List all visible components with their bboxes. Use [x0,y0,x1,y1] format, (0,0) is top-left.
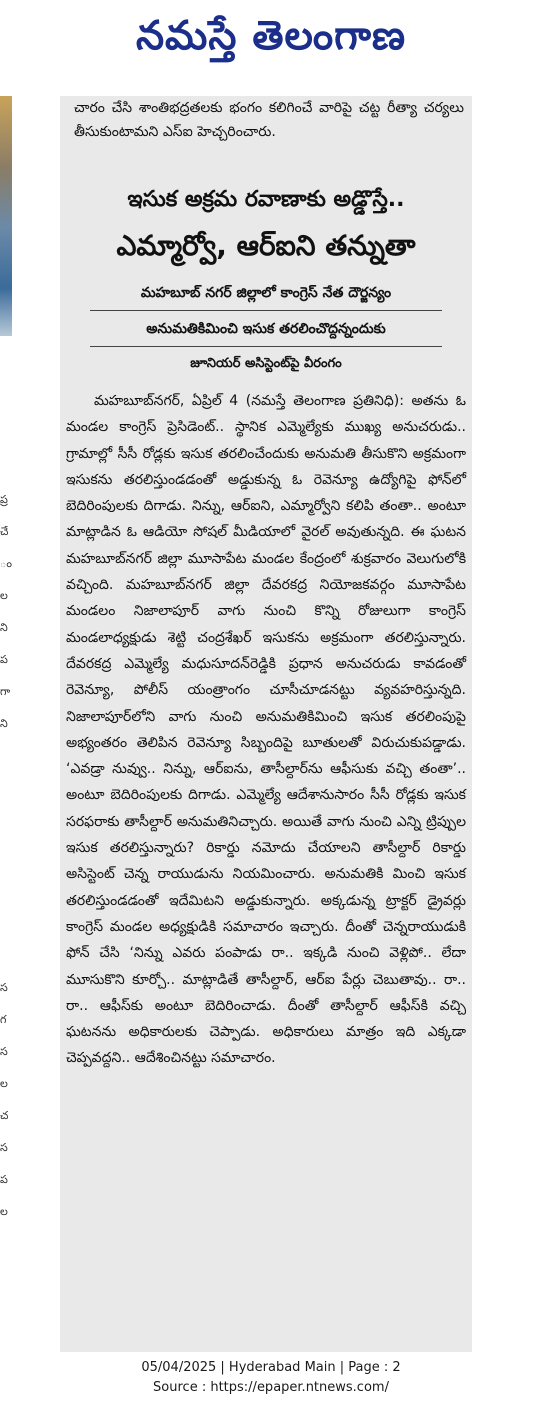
fragment-text: ప [0,653,8,666]
fragment-text: గ [0,1013,7,1026]
subheadline-1: అనుమతికిమించి ఇసుక తరలించొద్దన్నందుకు [146,321,386,337]
adjacent-photo [0,96,12,336]
fragment-text: ప్ర [0,493,8,506]
headline-line-2: ఎమ్మార్వో, ఆర్ఐని తన్నుతా [116,229,416,262]
fragment-text: స [0,1045,8,1058]
fragment-text: చే [0,525,9,538]
fragment-text: ని [0,621,8,634]
fragment-text: ం [0,557,12,570]
subheadline-2: జూనియర్ అసిస్టెంట్‌పై వీరంగం [190,356,342,371]
fragment-text: ల [0,589,8,602]
page-footer [0,1358,542,1398]
previous-story-ending [74,96,464,144]
news-article [60,96,472,1352]
newspaper-title: నమస్తే తెలంగాణ [135,13,407,59]
fragment-text: ల [0,1205,8,1218]
fragment-text: గా [0,685,11,698]
previous-story-text: చారం చేసి శాంతిభద్రతలకు భంగం కలిగించే వారిపై చట్ట రీత్యా చర్యలు తీసుకుంటామని ఎస్ఐ హెచ్చరించారు. [74,100,464,140]
masthead [0,0,542,74]
article-body [66,388,466,1072]
divider [90,310,442,311]
source-url: Source : https://epaper.ntnews.com/ [153,1380,389,1395]
edition-info: 05/04/2025 | Hyderabad Main | Page : 2 [141,1360,401,1375]
adjacent-column-fragment [0,96,12,1356]
divider [90,346,442,347]
fragment-text: ని [0,717,8,730]
headline-line-1: ఇసుక అక్రమ రవాణాకు అడ్డొస్తే.. [127,187,405,212]
fragment-text: చ [0,1109,9,1122]
body-paragraph: మహబూబ్‌నగర్, ఏప్రిల్ 4 (నమస్తే తెలంగాణ ప్రతినిధి): అతను ఓ మండల కాంగ్రెస్ ప్రెసిడెంట్.. స్థానిక ఎమ్మెల్యేకు ముఖ్య అనుచరుడు.. గ్రామాల్లో సీసీ రోడ్లకు ఇసుక తరలించేందుకు అనుమతి తీసుకొని అక్రమంగా ఇసుకను తరలిస్తుండడంతో అడ్డుకున్న ఓ రెవెన్యూ ఉద్యోగిపై ఫోన్‌లో బెదిరింపులకు దిగాడు. నిన్ను, ఆర్ఐని, ఎమ్మార్వోని కలిపి తంతా.. అంటూ మాట్లాడిన ఓ ఆడియో సోషల్ మీడియాలో వైరల్ అవుతున్నది. ఈ ఘటన మహబూబ్‌నగర్ జిల్లా మూసాపేట మండల కేంద్రంలో శుక్రవారం వెలుగులోకి వచ్చింది. మహబూబ్‌నగర్ జిల్లా దేవరకద్ర నియోజకవర్గం మూసాపేట మండలం నిజాలాపూర్ వాగు నుంచి కొన్ని రోజులుగా కాంగ్రెస్ మండలాధ్యక్షుడు శెట్టి చంద్రశేఖర్ ఇసుకను అక్రమంగా తరలిస్తున్నారు. దేవరకద్ర ఎమ్మెల్యే మధుసూదన్‌రెడ్డికి ప్రధాన అనుచరుడు కావడంతో రెవెన్యూ, పోలీస్ యంత్రాంగం చూసీచూడనట్టు వ్యవహరిస్తున్నది. నిజాలాపూర్‌లోని వాగు నుంచి అనుమతికిమించి ఇసుక తరలింపుపై అభ్యంతరం తెలిపిన రెవెన్యూ సిబ్బందిపై బూతులతో విరుచుకుపడ్డాడు. ‘ఎవడ్రా నువ్వు.. నిన్ను, ఆర్ఐను, తాసీల్దార్‌ను ఆఫీసుకు వచ్చి తంతా’.. అంటూ బెదిరింపులకు దిగాడు. ఎమ్మెల్యే ఆదేశానుసారం సీసీ రోడ్లకు ఇసుక సరఫరాకు తాసీల్దార్ అనుమతినిచ్చారు. అయితే వాగు నుంచి ఎన్ని ట్రిప్పుల ఇసుక తరలిస్తున్నారు? రికార్డు నమోదు చేయాలని తాసీల్దార్ రికార్డు అసిస్టెంట్ చెన్న రాయుడును నియమించారు. అనుమతికి మించి ఇసుక తరలిస్తుండడంతో ఇదేమిటని అడ్డుకున్నారు. అక్కడున్న ట్రాక్టర్ డ్రైవర్లు కాంగ్రెస్ మండల అధ్యక్షుడికి సమాచారం ఇచ్చారు. దీంతో చెన్నరాయుడుకి ఫోన్ చేసి ‘నిన్ను ఎవరు పంపాడు రా.. ఇక్కడి నుంచి వెళ్లిపో.. లేదా మూసుకొని కూర్చో.. మాట్లాడితే తాసీల్దార్, ఆర్ఐ పేర్లు చెబుతావు.. రా.. రా.. ఆఫీస్‌కు అంటూ బెదిరించాడు. దీంతో తాసీల్దార్ ఆఫీస్‌కి వచ్చి ఘటనను అధికారులకు చెప్పాడు. అధికారులు మాత్రం ఇది ఎక్కడా చెప్పవద్దని.. ఆదేశించినట్టు సమాచారం. [66,393,466,1067]
fragment-text: ప [0,1173,8,1186]
fragment-text: స [0,1141,8,1154]
fragment-text: ల [0,1077,8,1090]
kicker: మహబూబ్ నగర్ జిల్లాలో కాంగ్రెస్ నేత దౌర్జన్యం [140,285,392,301]
fragment-text: స [0,981,8,994]
